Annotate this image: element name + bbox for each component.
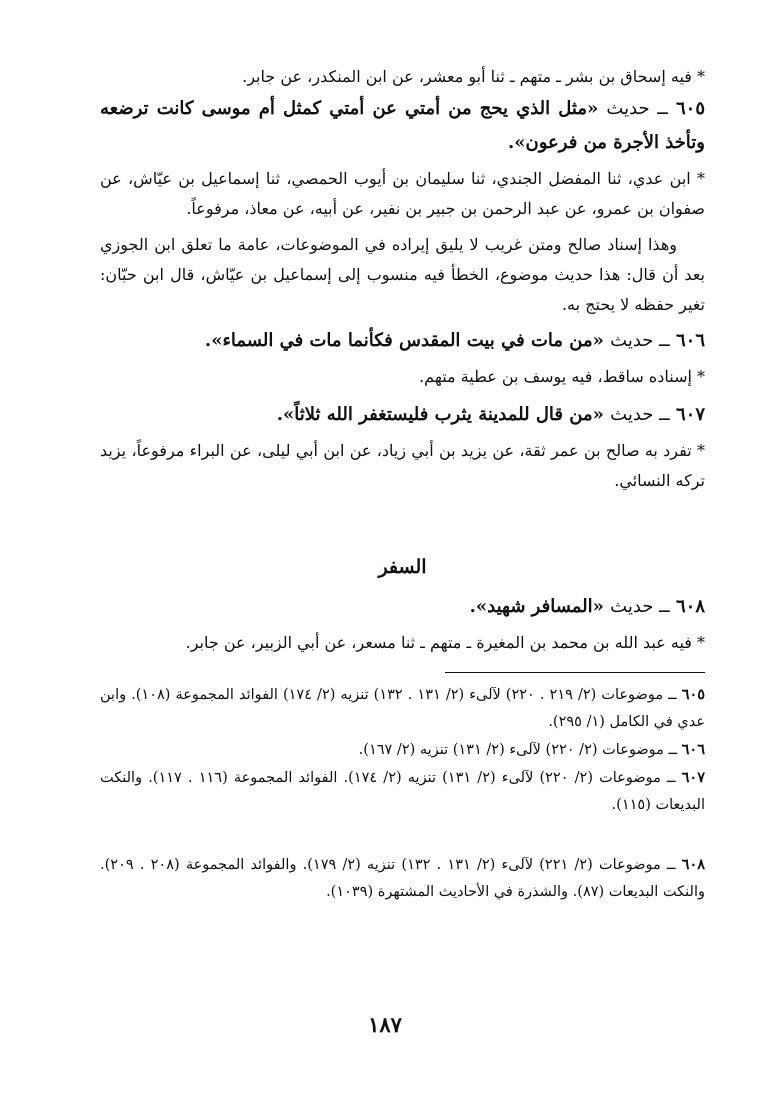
footnote-number: ٦٠٦ — [681, 741, 705, 758]
footnote-text: ــ موضوعات (٢/ ٢٢٠) لآلىء (٢/ ١٣١) تنزيه (٢/ ١٧٤). الفوائد المجموعة (١١٦ . ١١٧). والنكت البديعات (١١٥). — [100, 770, 705, 813]
footnote-605 — [100, 681, 705, 736]
hadith-606 — [100, 324, 705, 358]
footnote-608 — [100, 851, 705, 906]
hadith-text: «مثل الذي يحج من أمتي عن أمتي كمثل أم موسى كانت ترضعه وتأخذ الأجرة من فرعون». — [100, 98, 705, 153]
commentary-606: * إسناده ساقط، فيه يوسف بن عطية متهم. — [419, 367, 705, 386]
hadith-number: ٦٠٨ — [675, 596, 705, 617]
hadith-number: ٦٠٦ — [675, 330, 705, 351]
commentary-605-note: وهذا إسناد صالح ومتن غريب لا يليق إيراده في الموضوعات، عامة ما تعلق ابن الجوزي بعد أن قال: هذا حديث موضوع، الخطأ فيه منسوب إلى إسماعيل بن عيّاش، قال ابن حبّان: تغير حفظه لا يحتج به. — [100, 235, 706, 314]
commentary-604: * فيه إسحاق بن بشر ـ متهم ـ ثنا أبو معشر، عن ابن المنكدر، عن جابر. — [242, 67, 705, 86]
hadith-text: «المسافر شهيد». — [469, 596, 604, 617]
hadith-prefix: ــ حديث — [610, 404, 670, 425]
commentary-605-chain: * ابن عدي، ثنا المفضل الجندي، ثنا سليمان بن أيوب الحمصي، ثنا إسماعيل بن عيّاش، عن صفوان بن عمرو، عن عبد الرحمن بن جبير بن نفير، عن أبيه، عن معاذ، مرفوعاً. — [100, 169, 706, 218]
hadith-605 — [100, 92, 705, 160]
hadith-text: «من مات في بيت المقدس فكأنما مات في السماء». — [204, 330, 604, 351]
footnote-text: ــ موضوعات (٢/ ٢٢٠) لآلىء (٢/ ١٣١) تنزيه (٢/ ١٦٧). — [358, 742, 678, 758]
hadith-text: «من قال للمدينة يثرب فليستغفر الله ثلاثاً». — [276, 404, 604, 425]
hadith-prefix: ــ حديث — [606, 98, 668, 119]
commentary-608: * فيه عبد الله بن محمد بن المغيرة ـ متهم ـ ثنا مسعر، عن أبي الزبير، عن جابر. — [185, 633, 705, 652]
hadith-prefix: ــ حديث — [610, 330, 670, 351]
hadith-608 — [100, 590, 705, 624]
footnote-607 — [100, 764, 705, 819]
hadith-number: ٦٠٥ — [675, 98, 705, 119]
footnote-number: ٦٠٧ — [681, 769, 706, 786]
footnote-606 — [100, 736, 705, 764]
footnote-text: ــ موضوعات (٢/ ٢٢١) لآلىء (٢/ ١٣١ . ١٣٢) تنزيه (٢/ ١٧٩). والفوائد المجموعة (٢٠٨ . ٢٠٩). والنكت البديعات (٨٧). والشذرة في الأحاديث المشتهرة (١٠٣٩). — [100, 857, 705, 900]
page-body — [100, 62, 705, 906]
hadith-number: ٦٠٧ — [675, 404, 705, 425]
footnote-number: ٦٠٥ — [681, 686, 706, 703]
footnote-number: ٦٠٨ — [681, 856, 706, 873]
hadith-prefix: ــ حديث — [610, 596, 670, 617]
hadith-607 — [100, 398, 705, 432]
footnote-text: ــ موضوعات (٢/ ٢١٩ . ٢٢٠) لآلىء (٢/ ١٣١ . ١٣٢) تنزيه (٢/ ١٧٤) الفوائد المجموعة (١٠٨). وابن عدي في الكامل (١/ ٢٩٥). — [100, 687, 705, 730]
commentary-607: * تفرد به صالح بن عمر ثقة، عن يزيد بن أبي زياد، عن ابن أبي ليلى، عن البراء مرفوعاً، يزيد تركه النسائي. — [100, 441, 705, 490]
section-title: السفر — [378, 556, 427, 578]
page-number: ١٨٧ — [368, 1012, 402, 1037]
footnote-divider — [445, 672, 705, 673]
